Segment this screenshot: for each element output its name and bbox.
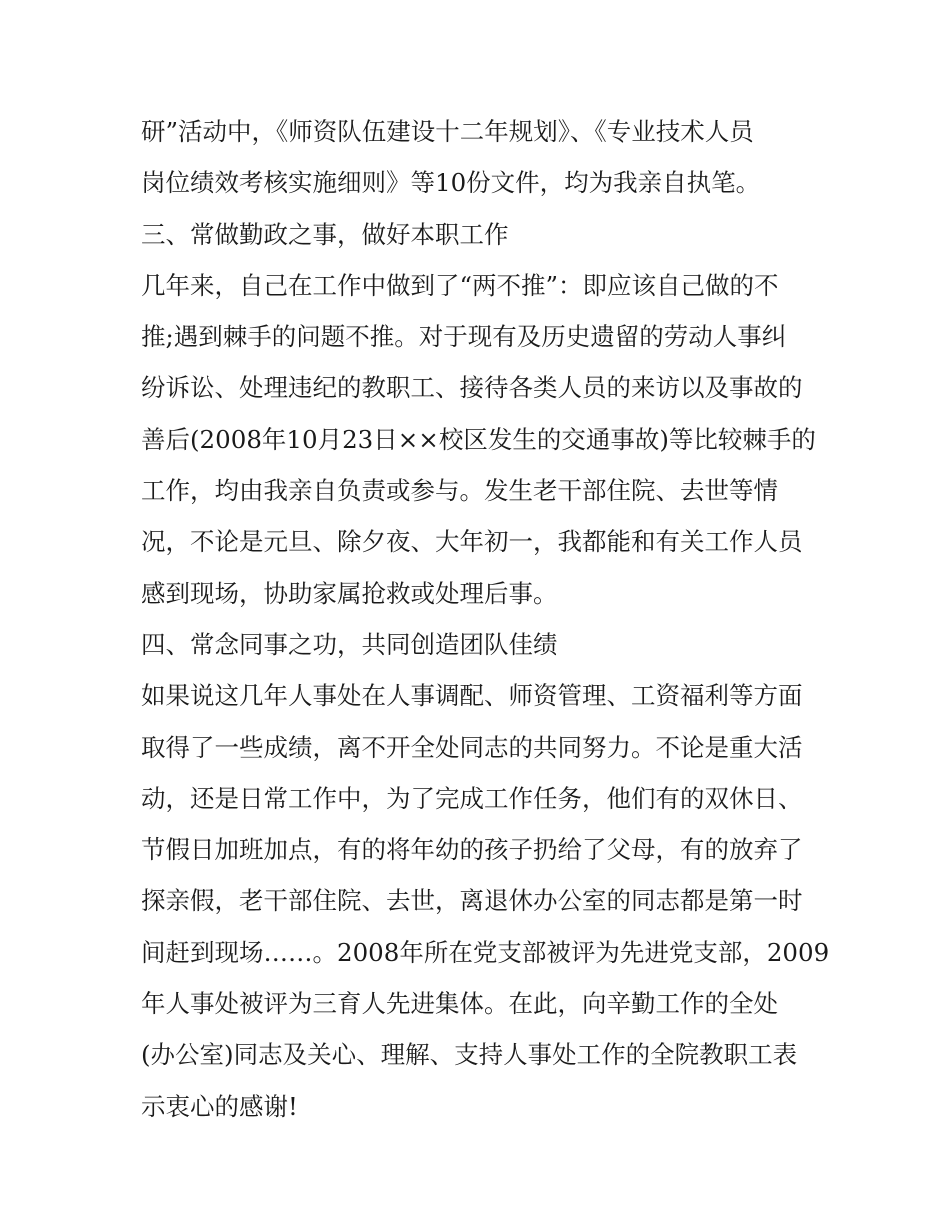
text-line: 善后(2008年10月23日××校区发生的交通事故)等比较棘手的 [141,424,816,454]
section-heading: 三、常做勤政之事，做好本职工作 [141,219,509,249]
text-line: 示衷心的感谢! [141,1091,298,1121]
section-heading: 四、常念同事之功，共同创造团队佳绩 [141,629,558,659]
document-body [141,106,830,1132]
text-line: 研”活动中，《师资队伍建设十二年规划》、《专业技术人员 [141,117,754,146]
text-line: 工作，均由我亲自负责或参与。发生老干部住院、去世等情 [141,476,778,506]
text-line: 纷诉讼、处理违纪的教职工、接待各类人员的来访以及事故的 [141,373,803,403]
text-line: 年人事处被评为三育人先进集体。在此，向辛勤工作的全处 [141,989,778,1019]
text-line: 如果说这几年人事处在人事调配、师资管理、工资福利等方面 [141,681,803,711]
text-line: 推;遇到棘手的问题不推。对于现有及历史遗留的劳动人事纠 [141,322,787,352]
text-line: 况，不论是元旦、除夕夜、大年初一，我都能和有关工作人员 [141,527,803,557]
text-line: 节假日加班加点，有的将年幼的孩子扔给了父母，有的放弃了 [141,835,803,865]
text-line: 岗位绩效考核实施细则》等10份文件，均为我亲自执笔。 [141,168,761,198]
text-line: 探亲假，老干部住院、去世，离退休办公室的同志都是第一时 [141,886,803,916]
text-line: 取得了一些成绩，离不开全处同志的共同努力。不论是重大活 [141,732,803,762]
text-line: 动，还是日常工作中，为了完成工作任务，他们有的双休日、 [141,783,803,813]
text-line: 几年来，自己在工作中做到了“两不推”：即应该自己做的不 [141,270,779,300]
text-line: (办公室)同志及关心、理解、支持人事处工作的全院教职工表 [141,1040,798,1070]
text-line: 间赶到现场……。2008年所在党支部被评为先进党支部，2009 [141,937,830,967]
text-line: 感到现场，协助家属抢救或处理后事。 [141,578,558,608]
